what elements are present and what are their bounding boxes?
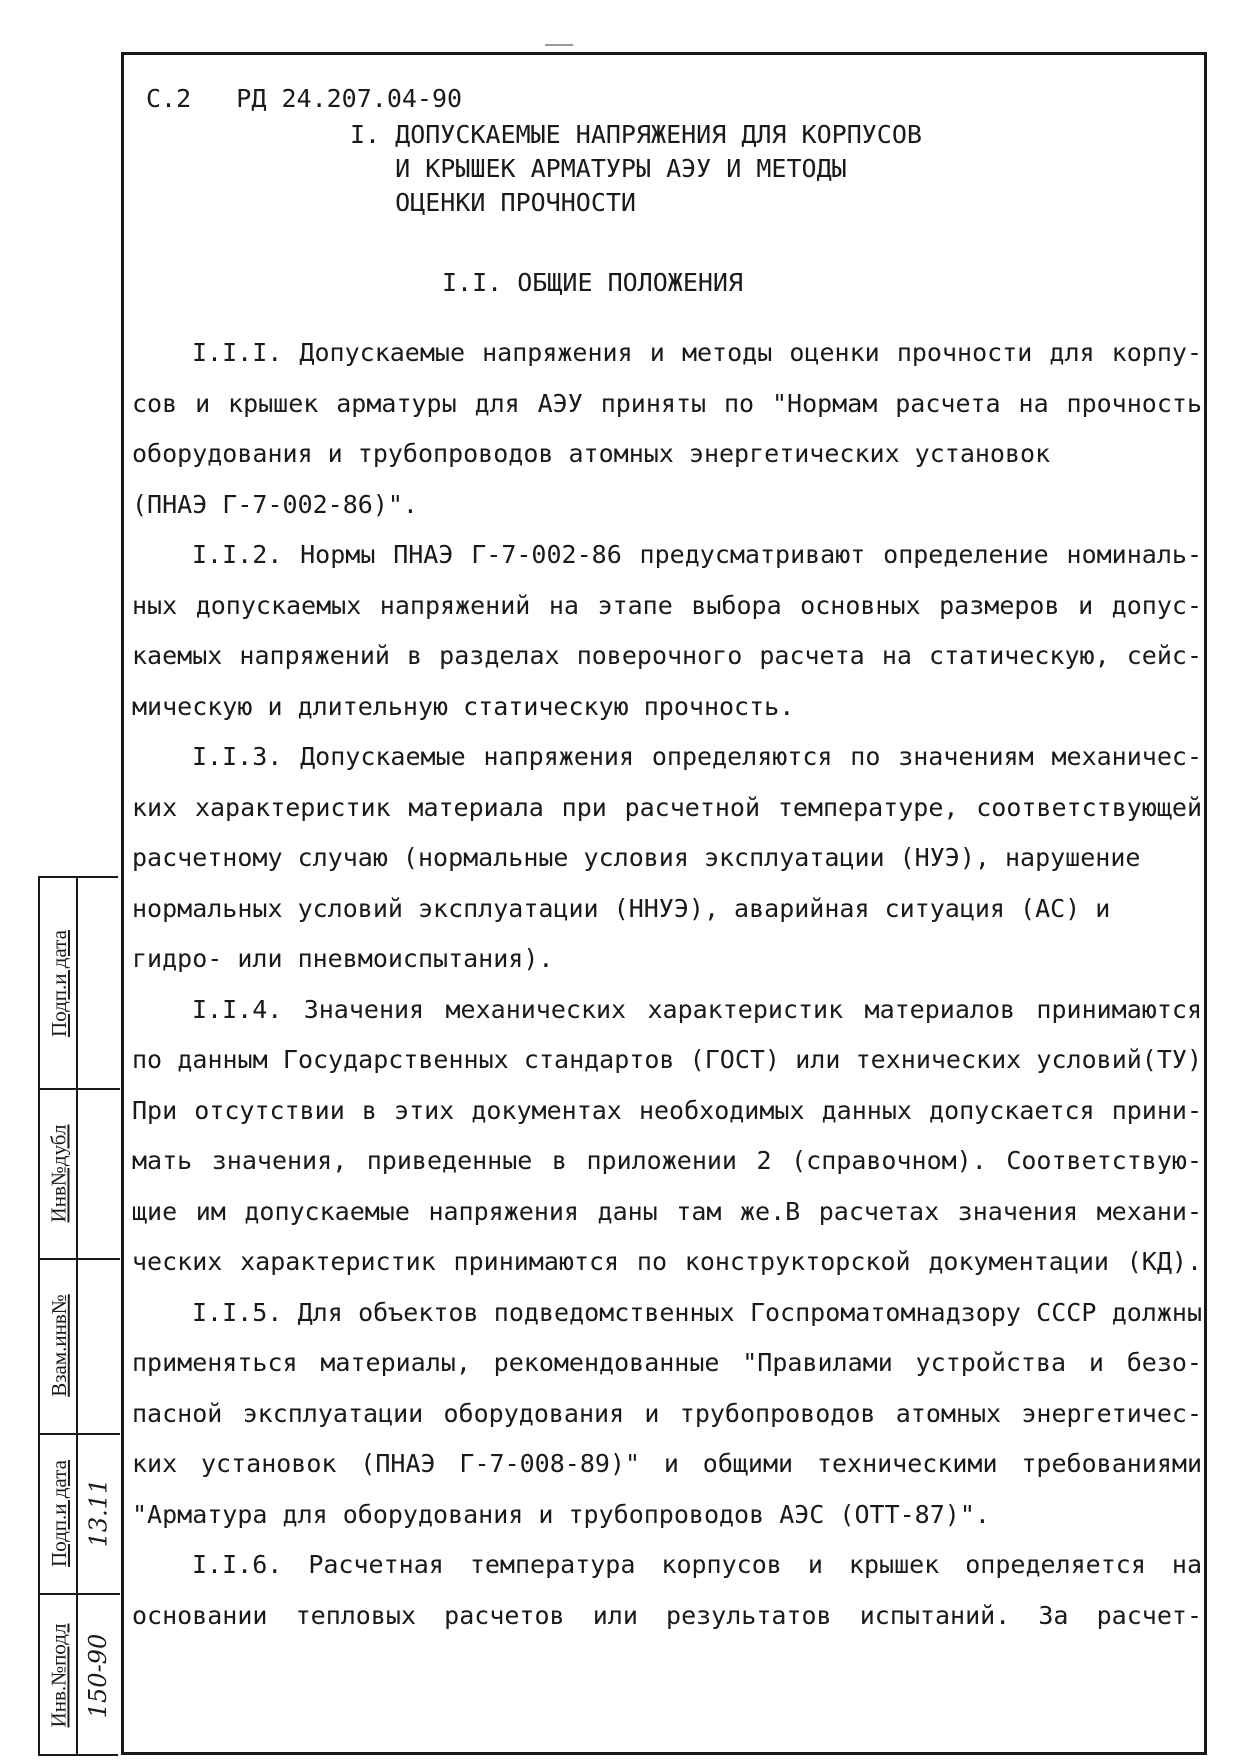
text-line: (ПНАЭ Г-7-002-86)". <box>132 489 418 519</box>
text-line: каемых напряжений в разделах поверочного расчета на статическую, сейс- <box>132 641 1202 670</box>
text-line: применяться материалы, рекомендованные "Правилами устройства и безо- <box>132 1348 1202 1377</box>
stamp-label-replace-inv: Взам.инв№ <box>46 1294 71 1397</box>
text-line: щие им допускаемые напряжения даны там же.В расчетах значения механи- <box>132 1196 1202 1226</box>
text-line: расчетному случаю (нормальные условия эксплуатации (НУЭ), нарушение <box>132 843 1141 872</box>
stamp-value-sign-date-2: 13.11 <box>84 1478 112 1548</box>
stamp-value-sign-date <box>78 878 118 1088</box>
text-line: I.I.6. Расчетная температура корпусов и крышек определяется на <box>192 1550 1202 1579</box>
text-line: ных допускаемых напряжений на этапе выбора основных размеров и допус- <box>132 590 1202 620</box>
section-title-line-1: I. ДОПУСКАЕМЫЕ НАПРЯЖЕНИЯ ДЛЯ КОРПУСОВ <box>350 120 922 149</box>
text-line: пасной эксплуатации оборудования и трубопроводов атомных энергетичес- <box>132 1398 1202 1428</box>
text-line: по данным Государственных стандартов (ГОСТ) или технических условий(ТУ) <box>132 1045 1202 1074</box>
text-line: ких характеристик материала при расчетной температуре, соответствующей <box>132 792 1202 822</box>
stamp-value-orig-inv: 150-90 <box>84 1633 112 1718</box>
paragraph-1-1-2 <box>132 530 1202 732</box>
paragraph-1-1-1 <box>132 328 1202 530</box>
paragraph-1-1-4 <box>132 985 1202 1288</box>
page-header: С.2 РД 24.207.04-90 <box>146 84 463 113</box>
text-line: оборудования и трубопроводов атомных энергетических установок <box>132 439 1051 468</box>
text-line: I.I.5. Для объектов подведомственных Госпроматомнадзору СССР должны <box>192 1297 1202 1327</box>
text-line: основании тепловых расчетов или результатов испытаний. За расчет- <box>132 1600 1202 1630</box>
stamp-label-dup-inv: Инв№дубл <box>46 1124 71 1222</box>
document-body <box>132 328 1202 1641</box>
scan-smudge <box>545 44 573 46</box>
text-line: ческих характеристик принимаются по конструкторской документации (КД). <box>132 1247 1202 1276</box>
text-line: "Арматура для оборудования и трубопроводов АЭС (ОТТ-87)". <box>132 1499 990 1529</box>
text-line: I.I.2. Нормы ПНАЭ Г-7-002-86 предусматривают определение номиналь- <box>192 540 1202 569</box>
subsection-title: I.I. ОБЩИЕ ПОЛОЖЕНИЯ <box>442 268 744 297</box>
section-title-line-2: И КРЫШЕК АРМАТУРЫ АЭУ И МЕТОДЫ <box>350 154 847 183</box>
paragraph-1-1-5 <box>132 1288 1202 1541</box>
stamp-label-sign-date-2: Подп.и дата <box>46 1459 71 1567</box>
text-line: сов и крышек арматуры для АЭУ приняты по "Нормам расчета на прочность <box>132 388 1202 418</box>
section-title-line-3: ОЦЕНКИ ПРОЧНОСТИ <box>350 188 636 217</box>
margin-stamp <box>38 876 118 1756</box>
text-line: При отсутствии в этих документах необходимых данных допускается прини- <box>132 1095 1202 1125</box>
text-line: гидро- или пневмоиспытания). <box>132 944 554 973</box>
text-line: ких установок (ПНАЭ Г-7-008-89)" и общими техническими требованиями <box>132 1449 1202 1478</box>
text-line: I.I.4. Значения механических характеристик материалов принимаются <box>192 994 1202 1024</box>
stamp-value-dup-inv <box>78 1088 118 1258</box>
text-line: мическую и длительную статическую прочность. <box>132 691 795 721</box>
paragraph-1-1-6 <box>132 1540 1202 1641</box>
text-line: мать значения, приведенные в приложении 2 (справочном). Соответствую- <box>132 1146 1202 1175</box>
stamp-label-orig-inv: Инв.№подл <box>46 1623 71 1728</box>
text-line: нормальных условий эксплуатации (ННУЭ), аварийная ситуация (АС) и <box>132 893 1111 923</box>
stamp-label-sign-date: Подп.и дата <box>46 929 71 1037</box>
stamp-value-replace-inv <box>78 1258 118 1433</box>
text-line: I.I.I. Допускаемые напряжения и методы оценки прочности для корпу- <box>192 338 1202 367</box>
paragraph-1-1-3 <box>132 732 1202 985</box>
text-line: I.I.3. Допускаемые напряжения определяются по значениям механичес- <box>192 742 1202 771</box>
